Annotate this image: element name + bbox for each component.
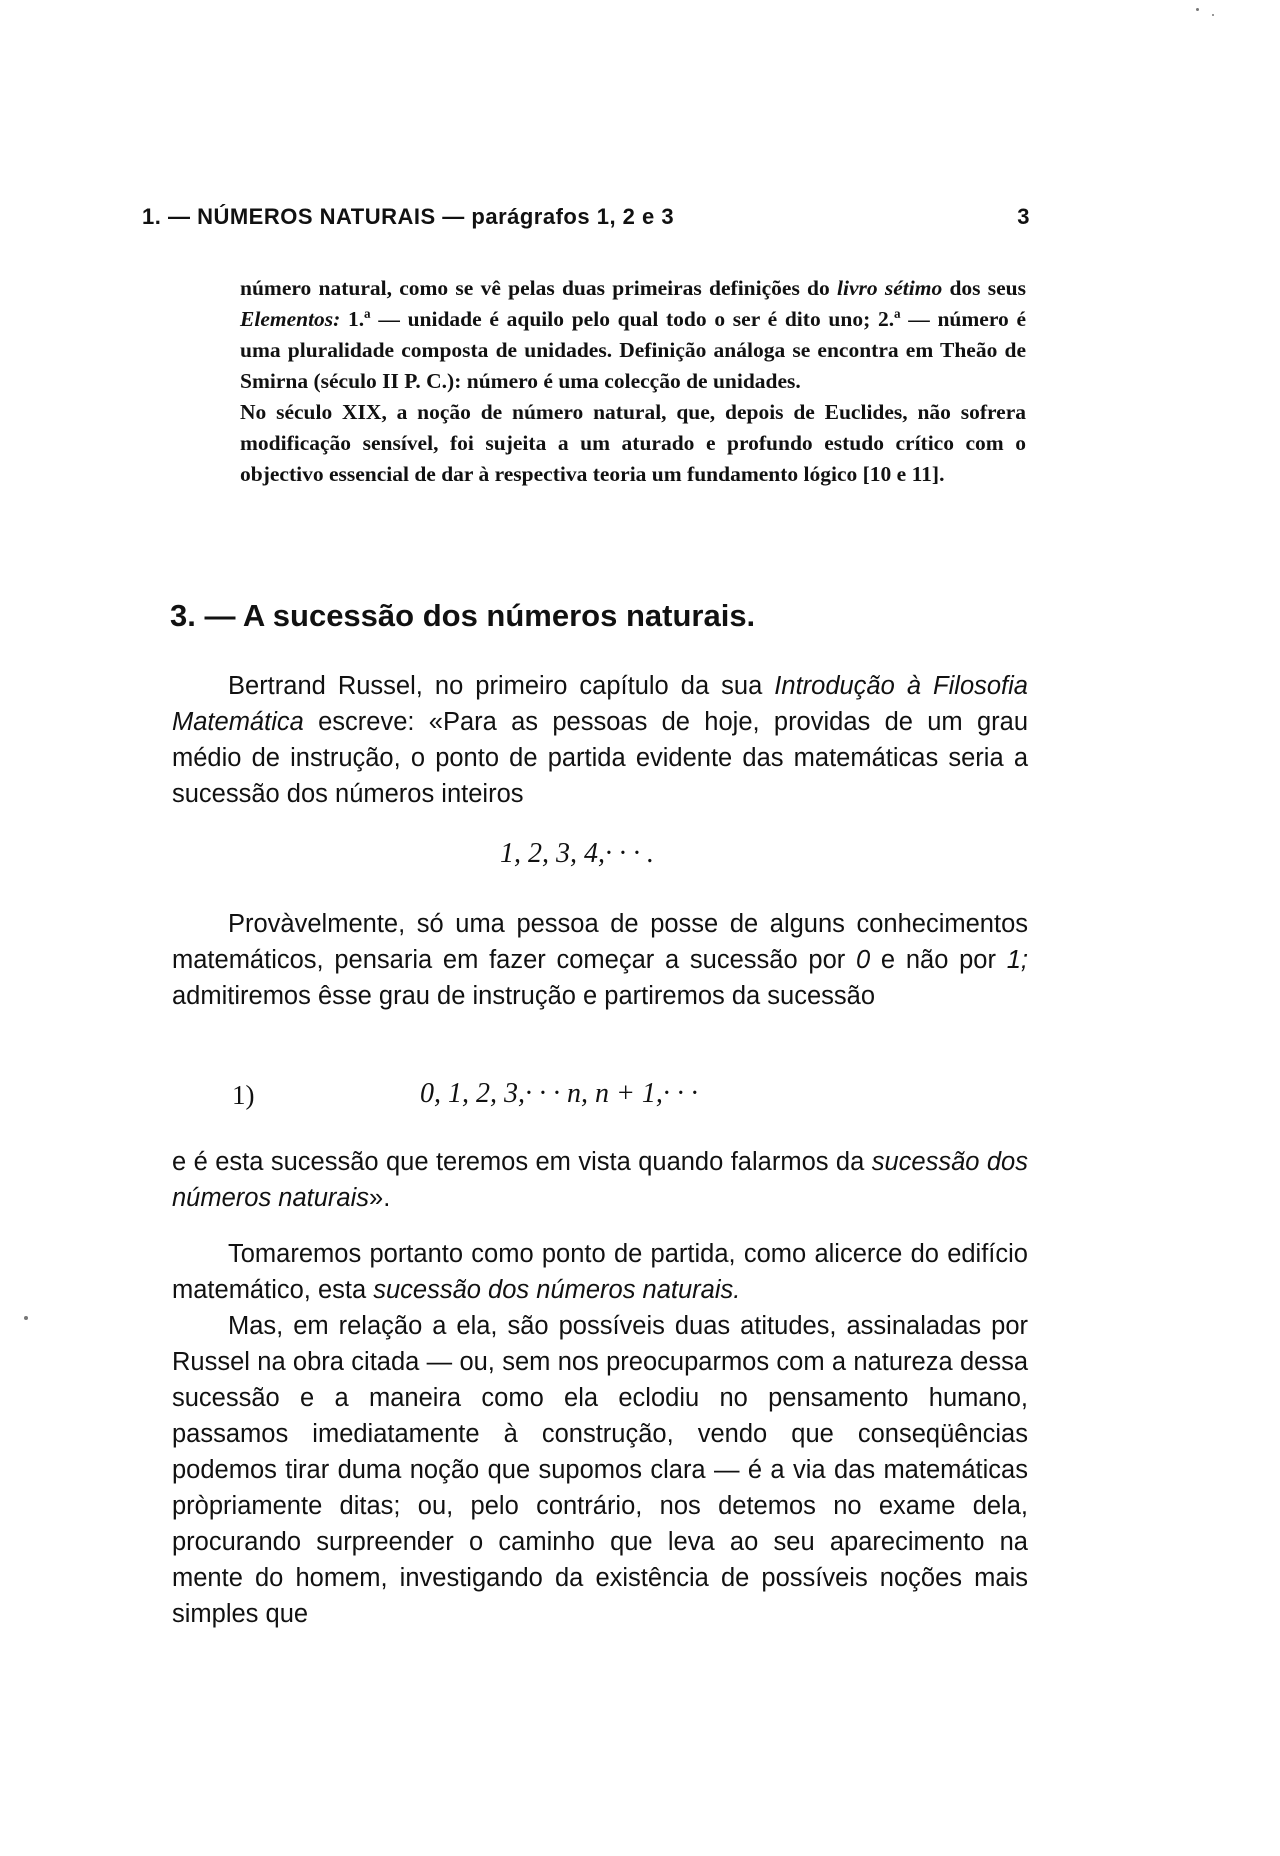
formula-naturals: 0, 1, 2, 3,· · · n, n + 1,· · ·: [420, 1078, 698, 1109]
note-paragraph: [240, 397, 1026, 490]
text: Tomaremos portanto como ponto de partida, como alicerce do edifício matemático, esta: [172, 1240, 1028, 1304]
italic-text: sucessão dos números naturais.: [373, 1276, 741, 1304]
note-text: , a noção de número natural, que, depois de Euclides, não sofrera modificação sensível, foi sujeita a um aturado e profundo estudo crítico com o objectivo essencial de dar à respectiva teoria um fundamento lógico [: [240, 400, 1026, 486]
body-paragraph-2: [172, 906, 1028, 1014]
note-italic-text: livro sétimo: [837, 276, 943, 300]
math-symbol: 1;: [1006, 946, 1028, 974]
body-paragraph-1: [172, 668, 1028, 812]
page-number: 3: [1017, 204, 1030, 229]
text: e não por: [870, 946, 1007, 974]
note-text: ].: [931, 462, 945, 486]
note-reference: 10: [869, 462, 892, 486]
text: Bertrand Russel, no primeiro capítulo da sua: [228, 672, 775, 700]
scan-speck: [1196, 8, 1199, 11]
body-paragraph-4: [172, 1236, 1028, 1632]
paragraph: [172, 668, 1028, 812]
note-text: dos seus: [942, 276, 1027, 300]
paragraph: [172, 1144, 1028, 1216]
text: admitiremos êsse grau de instrução e partiremos da sucessão: [172, 982, 876, 1010]
note-reference: 11: [911, 462, 932, 486]
body-paragraph-3: [172, 1144, 1028, 1216]
paragraph: [172, 906, 1028, 1014]
text: ».: [369, 1184, 391, 1212]
note-text: No século: [240, 400, 343, 424]
equation-label: 1): [232, 1080, 255, 1110]
running-head: [142, 204, 1030, 230]
paragraph: Mas, em relação a ela, são possíveis duas atitudes, assinaladas por Russel na obra citada — ou, sem nos preocuparmos com a natureza dessa sucessão e a maneira como ela eclodiu no pensamento humano, passamos imediatamente à construção, vendo que conseqüências podemos tirar duma noção que supomos clara — é a via das matemáticas pròpriamente ditas; ou, pelo contrário, nos detemos no exame dela, procurando surpreender o caminho que leva ao seu aparecimento na mente do homem, investigando da existência de possíveis noções mais simples que: [172, 1312, 1028, 1628]
note-block: [240, 273, 1026, 490]
note-text: e: [891, 462, 912, 486]
note-roman-numeral: II: [382, 369, 399, 393]
note-paragraph: [240, 273, 1026, 397]
book-title: Introdução à Filosofia Matemática: [172, 672, 1028, 736]
text: escreve: «Para as pessoas de hoje, providas de um grau médio de instrução, o ponto de partida evidente das matemáticas seria a sucessão dos números inteiros: [172, 708, 1028, 808]
text: e é esta sucessão que teremos em vista quando falarmos da: [172, 1148, 872, 1176]
italic-text: sucessão dos números naturais: [172, 1148, 1028, 1212]
section-heading: 3. — A sucessão dos números naturais.: [170, 598, 756, 633]
paragraph: [172, 1236, 1028, 1308]
note-text: número natural, como se vê pelas duas primeiras definições do: [240, 276, 838, 300]
note-roman-numeral: XIX: [342, 400, 382, 424]
scan-speck: [24, 1316, 28, 1320]
math-symbol: 0: [856, 946, 871, 974]
running-head-title: 1. — NÚMEROS NATURAIS — parágrafos 1, 2 e 3: [142, 204, 675, 229]
note-text: P. C.): número é uma colecção de unidades.: [398, 369, 801, 393]
scan-speck: [1212, 14, 1214, 16]
note-italic-text: Elementos:: [240, 307, 341, 331]
text: Provàvelmente, só uma pessoa de posse de alguns conhecimentos matemáticos, pensaria em fazer começar a sucessão por: [172, 910, 1028, 974]
note-text: 1.ª — unidade é aquilo pelo qual todo o ser é dito uno; 2.ª — número é uma pluralidade composta de unidades. Definição análoga se encontra em Theão de Smirna (século: [240, 307, 1026, 393]
formula-integers: 1, 2, 3, 4,· · · .: [500, 838, 654, 869]
